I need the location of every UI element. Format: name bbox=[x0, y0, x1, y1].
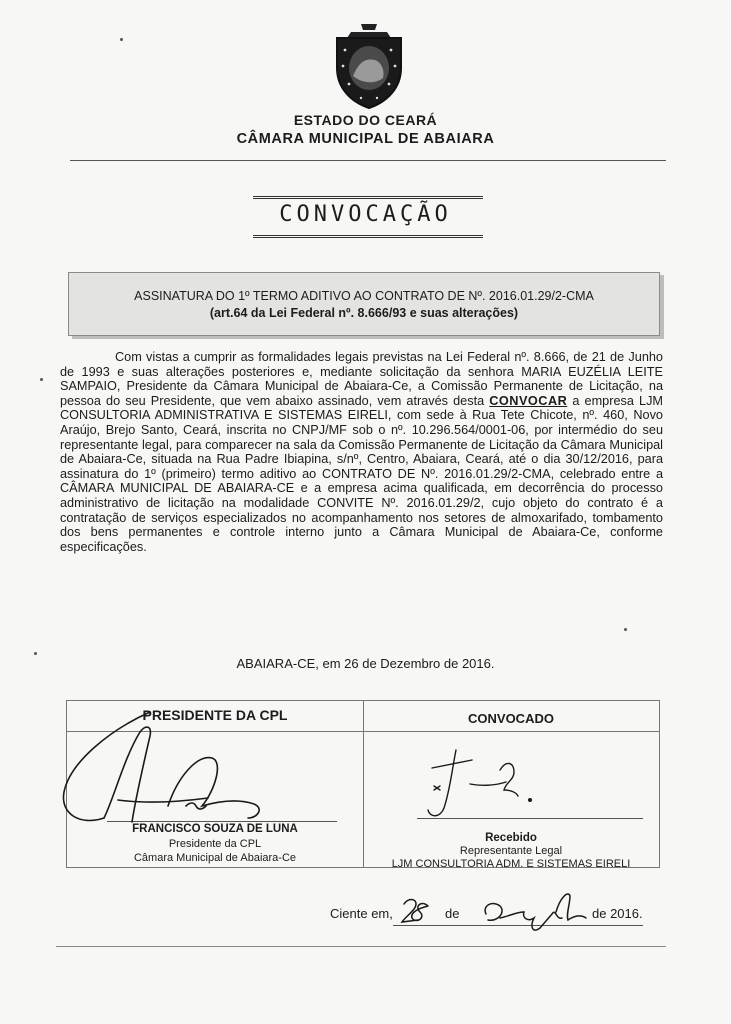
scan-speck bbox=[624, 628, 627, 631]
scan-speck bbox=[40, 378, 43, 381]
header-divider bbox=[70, 160, 666, 161]
body-text-part2: a empresa LJM CONSULTORIA ADMINISTRATIVA E SISTEMAS EIRELI, com sede à Rua Tete Chicote, nº. 460, Novo Araújo, Brejo Santo, Ceará, inscrita no CNPJ/MF sob o nº. 10.296.564/0001-06, por intermédio do seu representante legal, para comparecer na sala da Comissão Permanente de Licitação da Câmara Municipal de Abaiara-Ce, situada na Rua Padre Ibiapina, s/nº, Centro, Abaiara, Ceará, até o dia 30/12/2016, para assinatura do 1º (primeiro) termo aditivo ao CONTRATO DE Nº. 2016.01.29/2-CMA, celebrado entre a CÂMARA MUNICIPAL DE ABAIARA-CE e a empresa acima qualificada, em decorrência do processo administrativo de licitação na modalidade CONVITE Nº. 2016.01.29/2, cujo objeto do contrato é a contratação de serviços especializados no acompanhamento nos setores de almoxarifado, tombamento dos bens permanentes e controle interno junto a Câmara Municipal de Abaiara-Ce, conforme especificações. bbox=[60, 393, 663, 554]
representative-role: Representante Legal bbox=[459, 845, 563, 857]
scan-speck bbox=[120, 38, 123, 41]
subject-line: ASSINATURA DO 1º TERMO ADITIVO AO CONTRATO DE Nº. 2016.01.29/2-CMA bbox=[134, 289, 594, 303]
signature-table bbox=[66, 700, 660, 868]
body-paragraph bbox=[60, 350, 663, 554]
president-name: FRANCISCO SOUZA DE LUNA bbox=[132, 823, 298, 835]
convocar-keyword: CONVOCAR bbox=[489, 393, 568, 408]
convocation-body bbox=[60, 350, 663, 554]
document-title: CONVOCAÇÃO bbox=[279, 202, 452, 227]
president-role: Presidente da CPL bbox=[168, 838, 262, 850]
title-rule-top bbox=[253, 196, 483, 199]
received-label: Recebido bbox=[485, 832, 537, 844]
state-name-heading: ESTADO DO CEARÁ bbox=[293, 112, 438, 128]
signature-header-rule bbox=[67, 731, 659, 732]
subject-box bbox=[68, 272, 660, 336]
ciente-underline bbox=[393, 925, 643, 926]
convocado-heading: CONVOCADO bbox=[468, 711, 554, 726]
convocado-signature-line bbox=[417, 818, 643, 819]
bottom-divider bbox=[56, 946, 666, 947]
place-and-date: ABAIARA-CE, em 26 de Dezembro de 2016. bbox=[236, 656, 495, 671]
president-signature-line bbox=[107, 821, 337, 822]
title-rule-bottom bbox=[253, 235, 483, 238]
president-heading: PRESIDENTE DA CPL bbox=[142, 707, 288, 723]
president-organization: Câmara Municipal de Abaiara-Ce bbox=[133, 852, 297, 864]
representative-organization: LJM CONSULTORIA ADM. E SISTEMAS EIRELI bbox=[391, 858, 631, 870]
scan-speck bbox=[34, 652, 37, 655]
body-text-part1: Com vistas a cumprir as formalidades legais previstas na Lei Federal nº. 8.666, de 21 de Junho de 1993 e suas alterações posteriores e, mediante solicitação da senhora MARIA EUZÉLIA LEITE SAMPAIO, Presidente da Câmara Municipal de Abaiara-Ce, a Comissão Permanente de Licitação, na pessoa do seu Presidente, que vem abaixo assinado, vem através desta bbox=[60, 350, 663, 408]
state-coat-of-arms-emblem bbox=[331, 22, 407, 110]
legal-basis-line: (art.64 da Lei Federal nº. 8.666/93 e suas alterações) bbox=[209, 306, 519, 320]
chamber-name-heading: CÂMARA MUNICIPAL DE ABAIARA bbox=[236, 131, 495, 147]
ciente-prefix: Ciente em, bbox=[330, 906, 393, 921]
ciente-year: de 2016. bbox=[592, 906, 643, 921]
ciente-de-label: de bbox=[445, 906, 460, 921]
